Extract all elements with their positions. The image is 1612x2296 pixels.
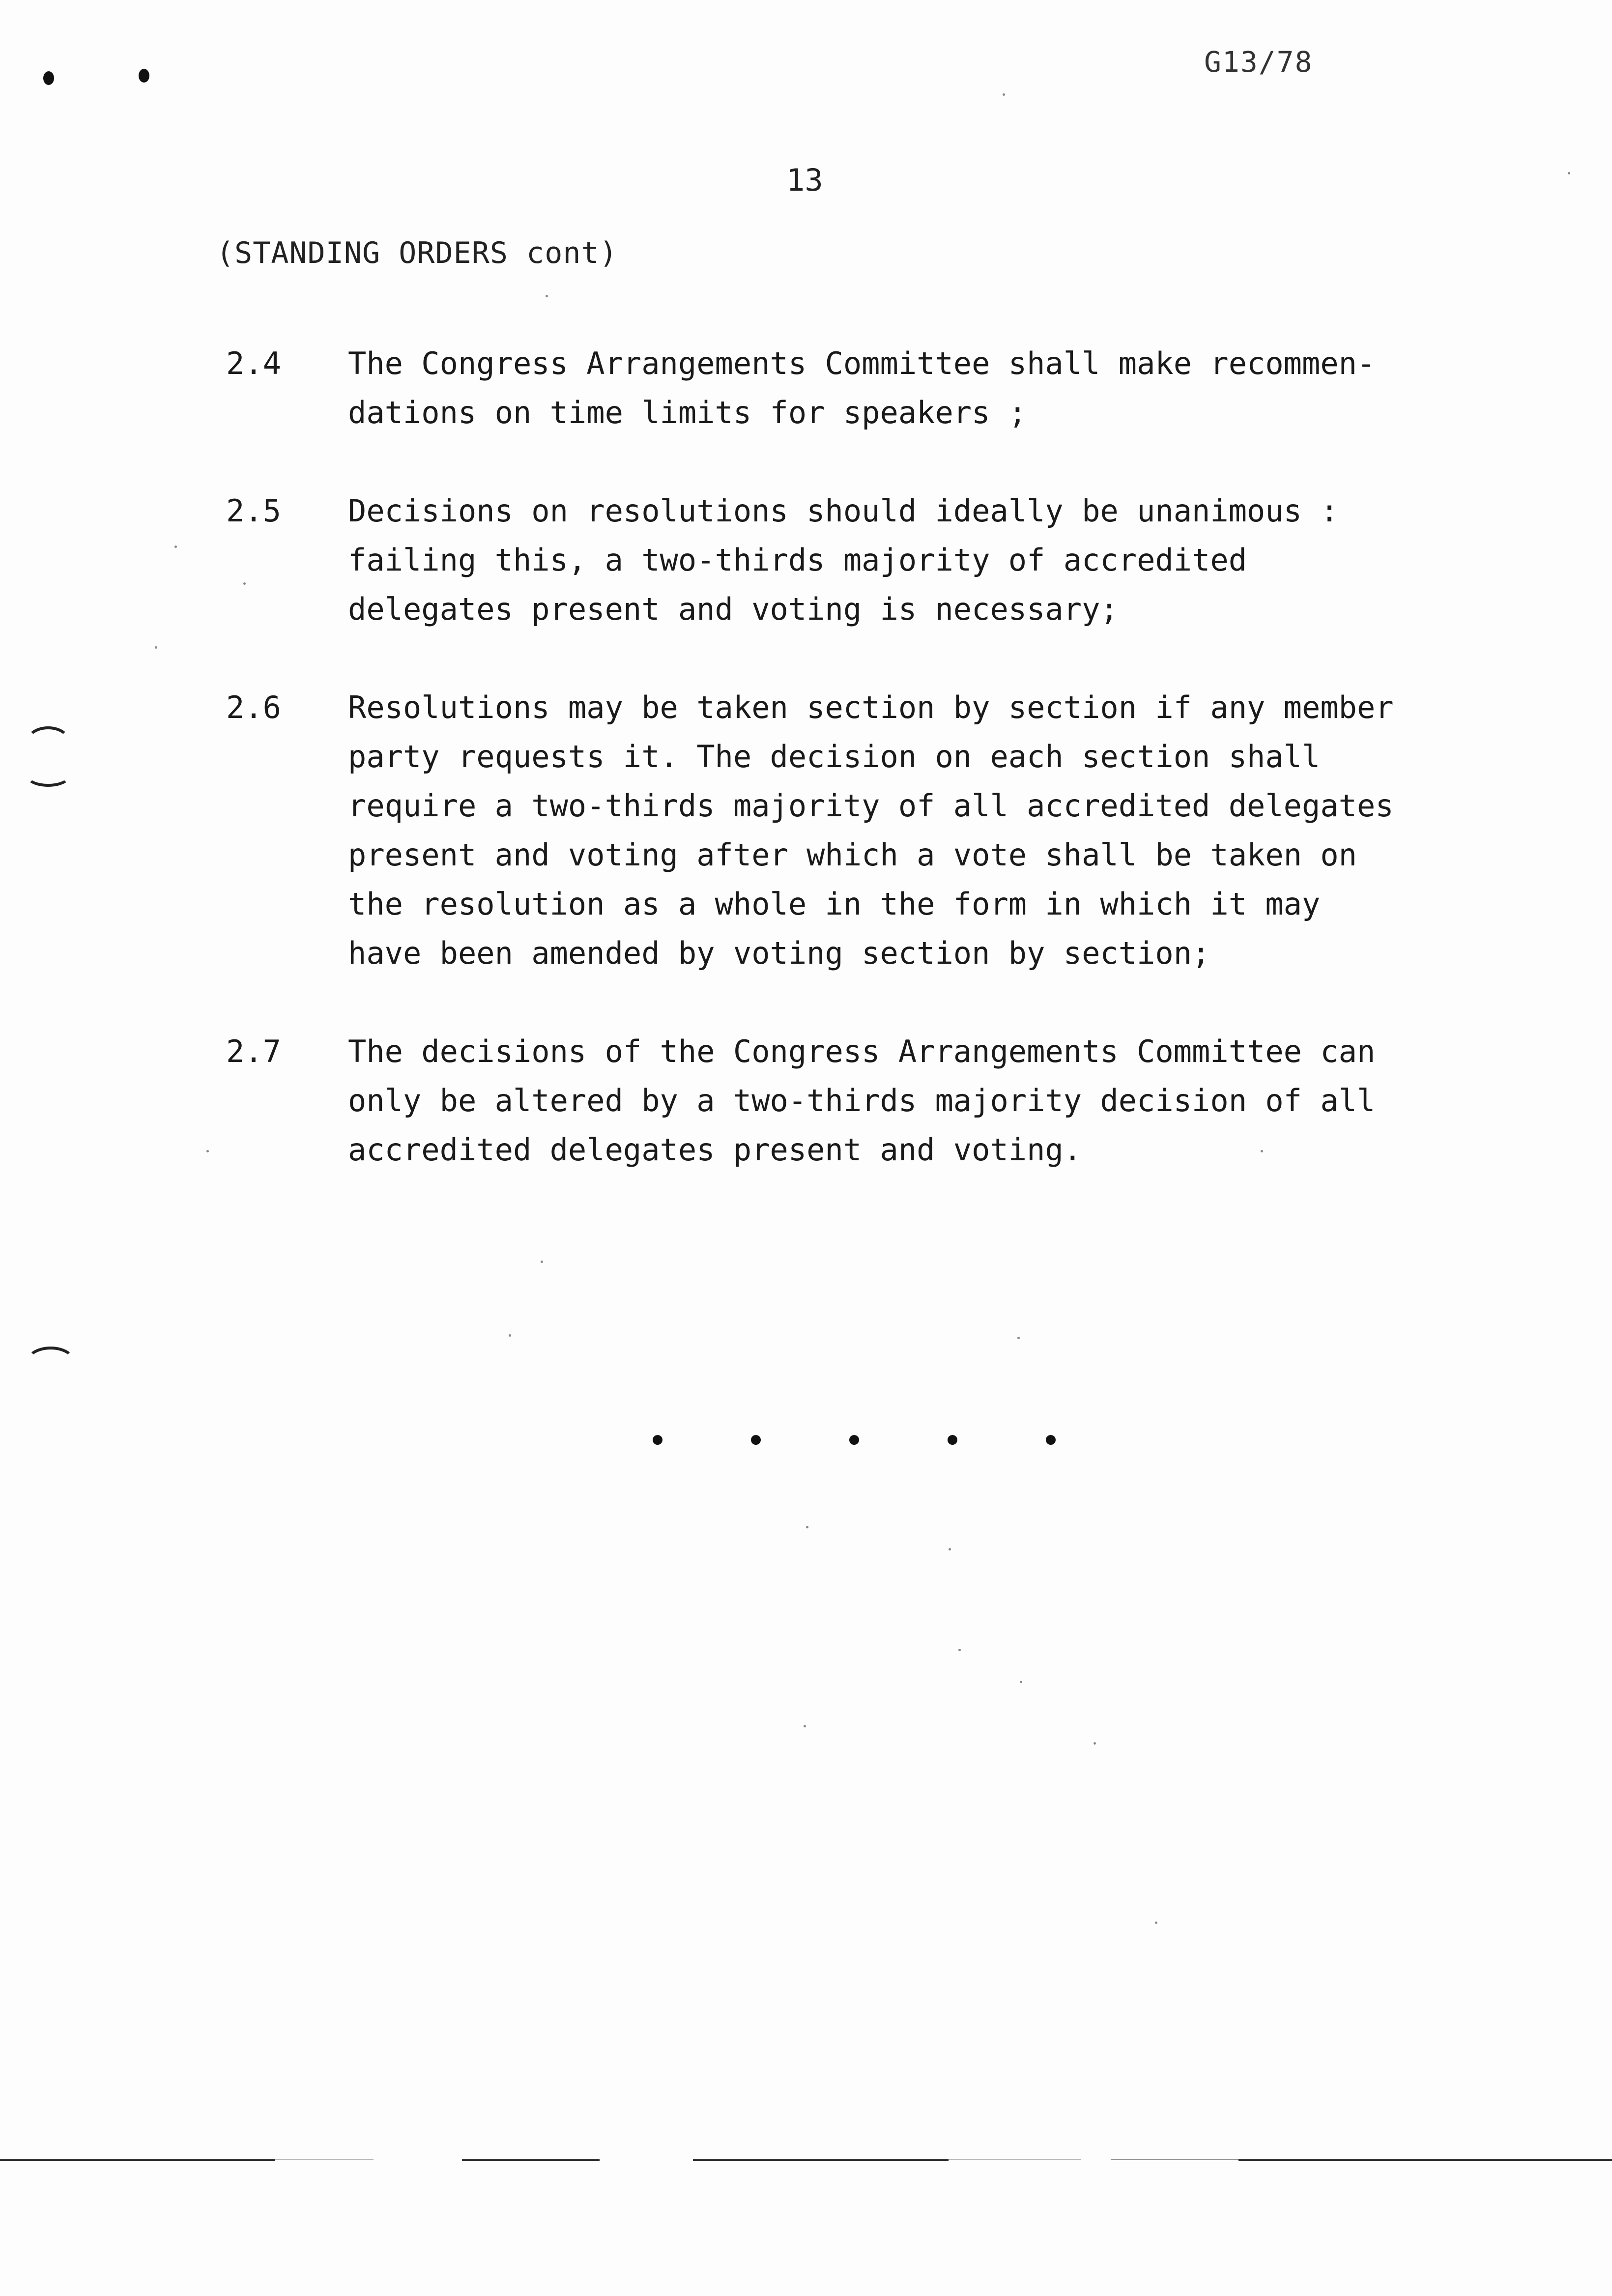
bottom-rule-segment bbox=[949, 2159, 1081, 2160]
clause-number: 2.7 bbox=[226, 1033, 281, 1069]
speck bbox=[509, 1334, 511, 1337]
clause-text: Resolutions may be taken section by section if any member party requests it. The decision on each section shall require a two-thirds majority of all accredited delegates present and voting after which a vote shall be taken on the resolution as a whole in the form in which it may have been amended by voting section by section; bbox=[348, 689, 1394, 971]
speck bbox=[958, 1649, 961, 1651]
binder-hole-arc-3 bbox=[26, 1347, 76, 1379]
speck bbox=[804, 1725, 806, 1727]
end-marker-dot bbox=[1046, 1435, 1056, 1445]
speck bbox=[1020, 1681, 1022, 1683]
speck bbox=[806, 1526, 808, 1528]
speck bbox=[1003, 93, 1005, 96]
speck bbox=[1017, 1337, 1020, 1339]
speck bbox=[243, 582, 246, 585]
speck bbox=[174, 545, 177, 548]
bottom-rule-segment bbox=[693, 2159, 949, 2161]
speck bbox=[1568, 172, 1570, 174]
end-marker-dot bbox=[653, 1435, 662, 1445]
speck bbox=[155, 646, 157, 649]
clause-text: The decisions of the Congress Arrangements Committee can only be altered by a two-thirds majority decision of all accredited delegates present and voting. bbox=[348, 1033, 1376, 1168]
clause-number: 2.5 bbox=[226, 493, 281, 529]
speck bbox=[546, 295, 548, 297]
clause-number: 2.6 bbox=[226, 689, 281, 725]
bottom-rule-segment bbox=[275, 2159, 374, 2160]
end-marker-dot bbox=[849, 1435, 859, 1445]
clause-number: 2.4 bbox=[226, 345, 281, 381]
punch-mark-2 bbox=[139, 69, 149, 83]
speck bbox=[206, 1150, 209, 1152]
section-heading: (STANDING ORDERS cont) bbox=[216, 236, 618, 270]
clause-text: The Congress Arrangements Committee shall make recommen- dations on time limits for speakers ; bbox=[348, 345, 1376, 430]
end-of-section-marker bbox=[649, 1425, 1091, 1455]
speck bbox=[1155, 1922, 1157, 1924]
end-marker-dot bbox=[751, 1435, 761, 1445]
end-marker-dot bbox=[948, 1435, 957, 1445]
speck bbox=[541, 1261, 543, 1263]
binder-hole-arc-2 bbox=[26, 764, 71, 787]
bottom-rule-segment bbox=[1238, 2159, 1612, 2161]
document-reference: G13/78 bbox=[1204, 45, 1313, 79]
page-number: 13 bbox=[786, 162, 823, 198]
punch-mark-1 bbox=[43, 71, 54, 85]
binder-hole-arc-1 bbox=[26, 726, 71, 759]
bottom-rule-segment bbox=[1111, 2159, 1238, 2160]
speck bbox=[949, 1548, 951, 1550]
speck bbox=[1094, 1742, 1096, 1745]
bottom-rule-segment bbox=[0, 2159, 275, 2161]
clause-text: Decisions on resolutions should ideally be unanimous : failing this, a two-thirds majority of accredited delegates present and voting is necessary; bbox=[348, 493, 1339, 627]
bottom-rule-segment bbox=[462, 2159, 600, 2161]
